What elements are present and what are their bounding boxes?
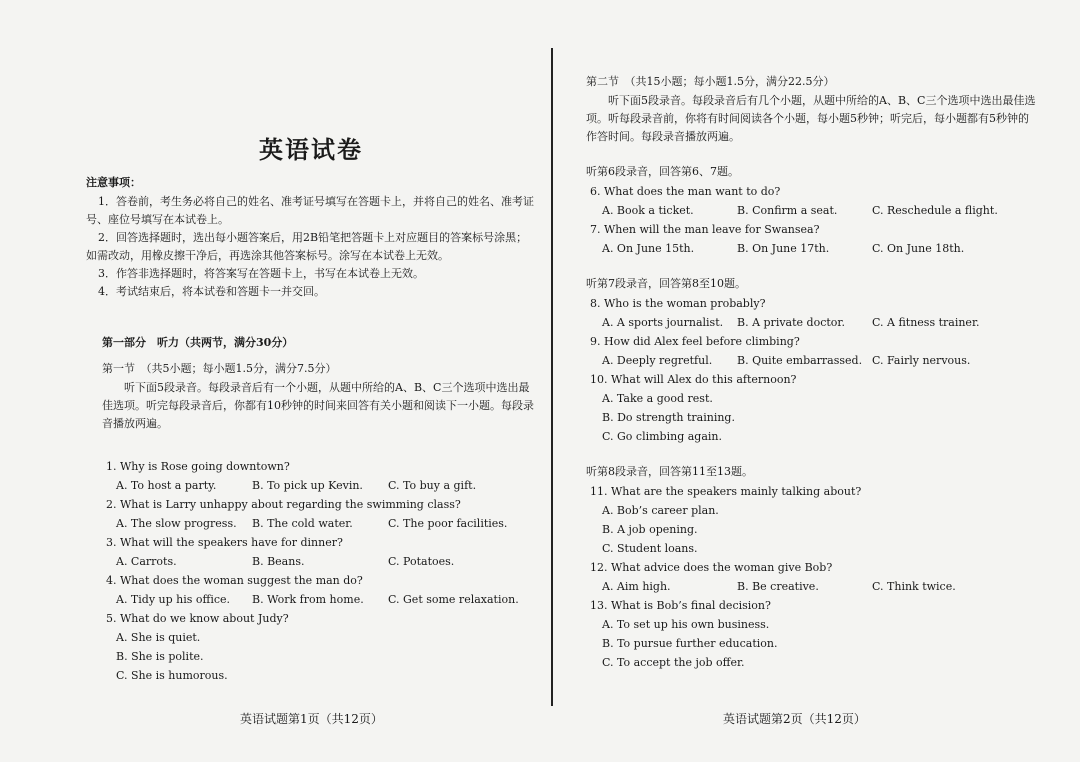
- question-text: 13. What is Bob’s final decision?: [590, 599, 771, 612]
- option-c: C. Reschedule a flight.: [872, 204, 998, 217]
- options-row: [86, 590, 536, 609]
- left-page: [86, 130, 536, 685]
- question-text: 10. What will Alex do this afternoon?: [590, 373, 797, 386]
- option-b: B. She is polite.: [116, 650, 204, 663]
- question-4: [86, 571, 536, 609]
- footer-page-2: 英语试题第2页（共12页）: [723, 712, 866, 726]
- footer-page-1: 英语试题第1页（共12页）: [240, 712, 383, 726]
- option-a: A. A sports journalist.: [602, 316, 724, 329]
- option-a: A. The slow progress.: [116, 517, 237, 530]
- question-text: 2. What is Larry unhappy about regarding the swimming class?: [106, 498, 461, 511]
- option-c: C. A fitness trainer.: [872, 316, 980, 329]
- page-divider: [551, 48, 553, 706]
- option-b: B. On June 17th.: [737, 242, 830, 255]
- question-text: 4. What does the woman suggest the man do?: [106, 574, 363, 587]
- notes-label: 注意事项：: [86, 176, 141, 189]
- option-c: C. Get some relaxation.: [388, 593, 519, 606]
- note-item-1: 1．答卷前，考生务必将自己的姓名、准考证号填写在答题卡上，并将自己的姓名、准考证号、座位号填写在本试卷上。: [86, 195, 534, 226]
- option-a: A. She is quiet.: [116, 631, 201, 644]
- option-a: A. On June 15th.: [602, 242, 695, 255]
- option-a: A. To host a party.: [116, 479, 217, 492]
- option-b: B. To pursue further education.: [602, 637, 778, 650]
- option-a: A. Take a good rest.: [602, 392, 713, 405]
- option-b: B. Quite embarrassed.: [737, 354, 863, 367]
- question-text: 11. What are the speakers mainly talking about?: [590, 485, 862, 498]
- option-b: B. Do strength training.: [602, 411, 735, 424]
- option-c: C. Fairly nervous.: [872, 354, 971, 367]
- note-item-4: 4．考试结束后，将本试卷和答题卡一并交回。: [98, 285, 325, 298]
- options-row: [86, 552, 536, 571]
- option-b: B. Beans.: [252, 555, 305, 568]
- option-a: A. Bob’s career plan.: [602, 504, 719, 517]
- option-a: A. Book a ticket.: [602, 204, 694, 217]
- right-page: [586, 72, 1036, 672]
- options-row: [86, 476, 536, 495]
- question-1: [86, 457, 536, 495]
- page-title: 英语试卷: [259, 135, 363, 164]
- group-8: [586, 462, 1036, 672]
- question-text: 7. When will the man leave for Swansea?: [590, 223, 820, 236]
- section2-heading: 第二节 （共15小题；每小题1.5分，满分22.5分）: [586, 75, 835, 88]
- option-b: B. A job opening.: [602, 523, 698, 536]
- option-b: B. To pick up Kevin.: [252, 479, 363, 492]
- group-prompt: 听第8段录音，回答第11至13题。: [586, 465, 753, 478]
- option-b: B. Work from home.: [252, 593, 364, 606]
- options-row: [86, 514, 536, 533]
- question-text: 6. What does the man want to do?: [590, 185, 781, 198]
- part1-heading: 第一部分 听力（共两节，满分30分）: [102, 336, 294, 349]
- option-c: C. Go climbing again.: [602, 430, 722, 443]
- group-6: [586, 162, 1036, 258]
- question-text: 1. Why is Rose going downtown?: [106, 460, 290, 473]
- options-row: [586, 201, 1036, 220]
- option-a: A. To set up his own business.: [602, 618, 770, 631]
- group-7: [586, 274, 1036, 446]
- option-c: C. To buy a gift.: [388, 479, 477, 492]
- section2-instructions: 听下面5段录音。每段录音后有几个小题，从题中所给的A、B、C三个选项中选出最佳选项。听每段录音前，你将有时间阅读各个小题，每小题5秒钟；听完后，每小题都有5秒钟的作答时间。每段录音播放两遍。: [586, 94, 1036, 143]
- option-a: A. Carrots.: [116, 555, 177, 568]
- option-c: C. To accept the job offer.: [602, 656, 745, 669]
- option-c: C. On June 18th.: [872, 242, 965, 255]
- option-c: C. Think twice.: [872, 580, 956, 593]
- question-text: 9. How did Alex feel before climbing?: [590, 335, 800, 348]
- group-prompt: 听第6段录音，回答第6、7题。: [586, 165, 739, 178]
- option-b: B. A private doctor.: [737, 316, 845, 329]
- option-b: B. Be creative.: [737, 580, 819, 593]
- group-prompt: 听第7段录音，回答第8至10题。: [586, 277, 746, 290]
- question-text: 5. What do we know about Judy?: [106, 612, 289, 625]
- question-text: 8. Who is the woman probably?: [590, 297, 766, 310]
- question-3: [86, 533, 536, 571]
- option-c: C. She is humorous.: [116, 669, 228, 682]
- options-row: [586, 577, 1036, 596]
- option-c: C. The poor facilities.: [388, 517, 508, 530]
- option-c: C. Student loans.: [602, 542, 698, 555]
- option-b: B. The cold water.: [252, 517, 353, 530]
- question-5: [86, 609, 536, 685]
- option-a: A. Deeply regretful.: [602, 354, 713, 367]
- option-b: B. Confirm a seat.: [737, 204, 838, 217]
- question-2: [86, 495, 536, 533]
- options-row: [586, 313, 1036, 332]
- section1-heading: 第一节 （共5小题；每小题1.5分，满分7.5分）: [102, 362, 337, 375]
- note-item-2: 2．回答选择题时，选出每小题答案后，用2B铅笔把答题卡上对应题目的答案标号涂黑；如需改动，用橡皮擦干净后，再选涂其他答案标号。涂写在本试卷上无效。: [86, 231, 528, 262]
- option-a: A. Aim high.: [602, 580, 671, 593]
- question-text: 12. What advice does the woman give Bob?: [590, 561, 833, 574]
- section1-instructions: 听下面5段录音。每段录音后有一个小题，从题中所给的A、B、C三个选项中选出最佳选项。听完每段录音后，你都有10秒钟的时间来回答有关小题和阅读下一小题。每段录音播放两遍。: [102, 381, 534, 430]
- options-row: [586, 351, 1036, 370]
- option-a: A. Tidy up his office.: [116, 593, 231, 606]
- option-c: C. Potatoes.: [388, 555, 455, 568]
- options-row: [586, 239, 1036, 258]
- question-text: 3. What will the speakers have for dinner?: [106, 536, 343, 549]
- note-item-3: 3．作答非选择题时，将答案写在答题卡上，书写在本试卷上无效。: [98, 267, 424, 280]
